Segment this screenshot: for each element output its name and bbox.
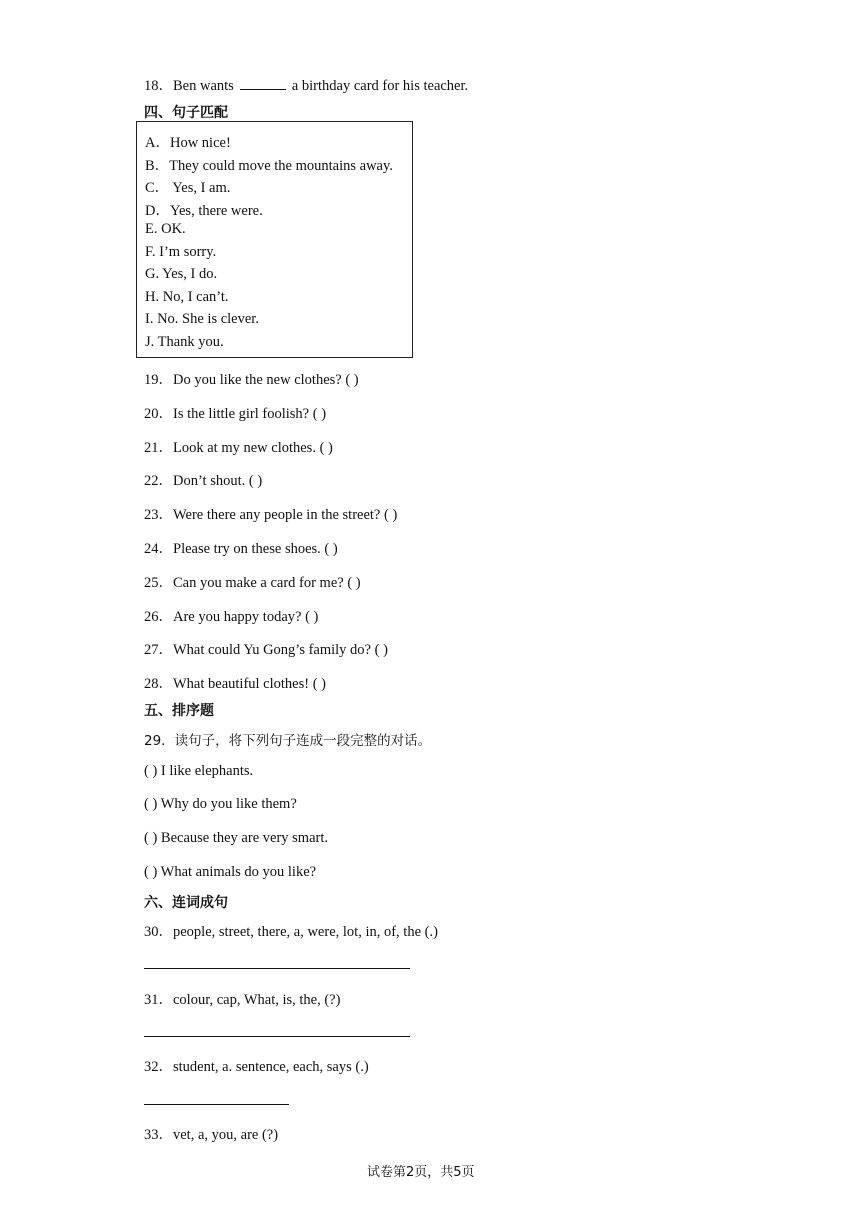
question-30: 30．people, street, there, a, were, lot, in, of, the (.) <box>144 924 438 940</box>
question-18-number: 18． <box>144 78 173 94</box>
question-26: 26．Are you happy today? ( ) <box>144 609 319 625</box>
option-b: B．They could move the mountains away. <box>145 158 393 174</box>
question-23: 23．Were there any people in the street? ( ) <box>144 507 398 523</box>
option-j: J. Thank you. <box>145 334 224 350</box>
section-5-heading: 五、排序题 <box>144 703 214 719</box>
question-18-text-before: Ben wants <box>173 78 234 94</box>
option-d: D．Yes, there were. <box>145 203 263 219</box>
question-21: 21．Look at my new clothes. ( ) <box>144 440 333 456</box>
option-e: E. OK. <box>145 221 186 237</box>
question-20: 20．Is the little girl foolish? ( ) <box>144 406 327 422</box>
order-item-2: ( ) Why do you like them? <box>144 796 297 812</box>
option-g: G. Yes, I do. <box>145 266 218 282</box>
page-footer: 试卷第2页，共5页 <box>367 1165 475 1180</box>
section-6-heading: 六、连词成句 <box>144 895 228 911</box>
question-27: 27．What could Yu Gong’s family do? ( ) <box>144 642 388 658</box>
answer-blank[interactable] <box>240 77 286 90</box>
answer-line-32[interactable] <box>144 1104 289 1105</box>
order-item-3: ( ) Because they are very smart. <box>144 830 328 846</box>
options-box <box>136 121 413 358</box>
question-18-text-after: a birthday card for his teacher. <box>291 78 469 94</box>
answer-line-31[interactable] <box>144 1036 410 1037</box>
question-25: 25．Can you make a card for me? ( ) <box>144 575 361 591</box>
order-item-1: ( ) I like elephants. <box>144 763 254 779</box>
question-24: 24．Please try on these shoes. ( ) <box>144 541 338 557</box>
question-22: 22．Don’t shout. ( ) <box>144 473 263 489</box>
option-c: C． Yes, I am. <box>145 180 231 196</box>
question-31: 31．colour, cap, What, is, the, (?) <box>144 992 341 1008</box>
question-28: 28．What beautiful clothes! ( ) <box>144 676 326 692</box>
section-4-heading: 四、句子匹配 <box>144 105 228 121</box>
order-item-4: ( ) What animals do you like? <box>144 864 317 880</box>
option-a: A．How nice! <box>145 135 231 151</box>
question-33: 33．vet, a, you, are (?) <box>144 1127 279 1143</box>
answer-line-30[interactable] <box>144 968 410 969</box>
question-19: 19．Do you like the new clothes? ( ) <box>144 372 359 388</box>
question-32: 32．student, a. sentence, each, says (.) <box>144 1059 369 1075</box>
option-h: H. No, I can’t. <box>145 289 229 305</box>
option-i: I. No. She is clever. <box>145 311 259 327</box>
question-29-prompt: 29．读句子，将下列句子连成一段完整的对话。 <box>144 733 432 749</box>
option-f: F. I’m sorry. <box>145 244 217 260</box>
question-18 <box>144 74 468 95</box>
